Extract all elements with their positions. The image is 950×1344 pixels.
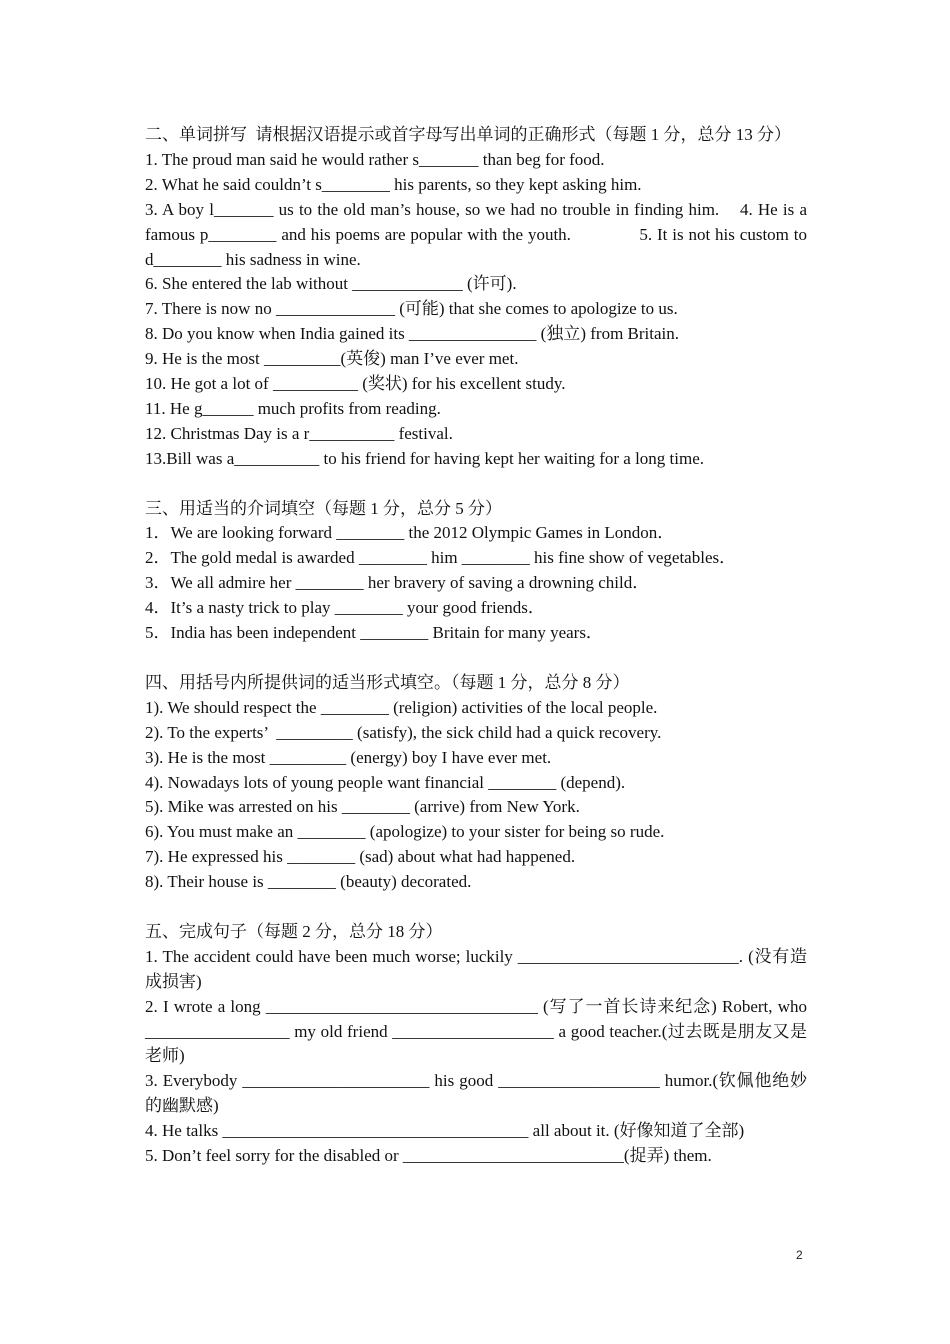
question-line: 1. The accident could have been much worse; luckily __________________________. (没有造成损害) [145, 946, 807, 991]
question-line: 3. Everybody ______________________ his good ___________________ humor.(钦佩他绝妙的幽默感) [145, 1071, 807, 1116]
spacer [145, 646, 807, 671]
section-heading: 二、单词拼写 请根据汉语提示或首字母写出单词的正确形式（每题 1 分，总分 13 分） [145, 125, 791, 144]
section-complete-sentences [145, 920, 812, 1169]
question-line: 10. He got a lot of __________ (奖状) for his excellent study. [145, 374, 566, 394]
question-line: 2). To the experts’ _________ (satisfy), the sick child had a quick recovery. [145, 722, 662, 742]
question-line: 5. Don’t feel sorry for the disabled or __________________________(捉弄) them. [145, 1146, 712, 1166]
exam-page [145, 123, 812, 1169]
question-line: 4．It’s a nasty trick to play ________ your good friends． [145, 598, 545, 618]
question-line: 3. A boy l_______ us to the old man’s house, so we had no trouble in finding him. 4. He is a famous p________ and his poems are popular with the youth. 5. It is not his custom to d________ his sadness in wine. [145, 199, 812, 269]
question-line: 13.Bill was a__________ to his friend for having kept her waiting for a long time. [145, 448, 705, 468]
section-spelling [145, 123, 812, 472]
question-line: 11. He g______ much profits from reading. [145, 398, 441, 418]
question-line: 7. There is now no ______________ (可能) that she comes to apologize to us. [145, 299, 678, 319]
question-line: 1). We should respect the ________ (religion) activities of the local people. [145, 697, 658, 717]
page-number: 2 [796, 1248, 803, 1262]
question-line: 8). Their house is ________ (beauty) decorated. [145, 872, 472, 892]
question-line: 2．The gold medal is awarded ________ him ________ his fine show of vegetables． [145, 548, 737, 568]
spacer [145, 472, 807, 497]
question-line: 12. Christmas Day is a r__________ festival. [145, 423, 453, 443]
question-line: 3). He is the most _________ (energy) boy I have ever met. [145, 747, 552, 767]
section-word-forms [145, 671, 807, 895]
section-heading: 四、用括号内所提供词的适当形式填空。（每题 1 分，总分 8 分） [145, 672, 630, 692]
question-line: 1. The proud man said he would rather s_______ than beg for food. [145, 149, 605, 169]
section-heading: 三、用适当的介词填空（每题 1 分，总分 5 分） [145, 498, 502, 518]
question-line: 8. Do you know when India gained its _______________ (独立) from Britain. [145, 324, 680, 344]
question-line: 2. What he said couldn’t s________ his parents, so they kept asking him. [145, 174, 642, 194]
question-line: 6. She entered the lab without _____________ (许可). [145, 274, 517, 294]
section-prepositions [145, 497, 807, 646]
question-line: 9. He is the most _________(英俊) man I’ve ever met. [145, 349, 519, 369]
question-line: 5．India has been independent ________ Britain for many years． [145, 623, 603, 643]
question-line: 4. He talks ____________________________________ all about it. (好像知道了全部) [145, 1121, 745, 1141]
spacer [145, 895, 807, 920]
section-heading: 五、完成句子（每题 2 分，总分 18 分） [145, 921, 443, 941]
question-line: 6). You must make an ________ (apologize) to your sister for being so rude. [145, 822, 665, 842]
question-line: 7). He expressed his ________ (sad) about what had happened. [145, 847, 576, 867]
question-line: 2. I wrote a long ________________________________ (写了一首长诗来纪念) Robert, who _________________ my old friend ___________________ a good teacher.(过去既是朋友又是老师) [145, 996, 812, 1066]
question-line: 1．We are looking forward ________ the 2012 Olympic Games in London． [145, 523, 675, 543]
question-line: 5). Mike was arrested on his ________ (arrive) from New York. [145, 797, 580, 817]
question-line: 4). Nowadays lots of young people want financial ________ (depend). [145, 772, 626, 792]
question-line: 3．We all admire her ________ her bravery of saving a drowning child． [145, 573, 650, 593]
